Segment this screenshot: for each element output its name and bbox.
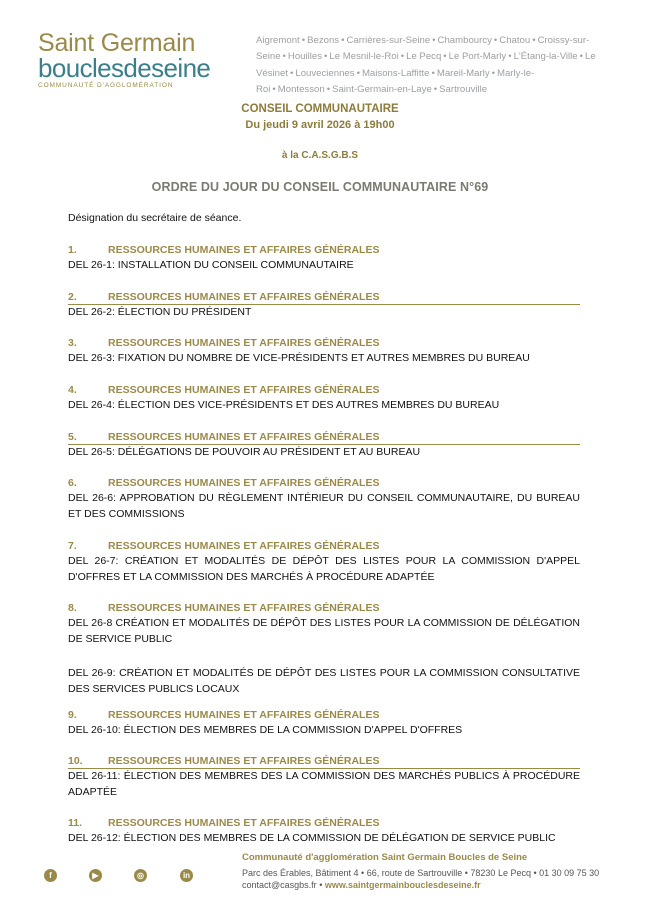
deliberation-text: DEL 26-6: APPROBATION DU RÈGLEMENT INTÉRIEUR DU CONSEIL COMMUNAUTAIRE, DU BUREAU ET DES COMMISSIONS xyxy=(68,492,580,520)
agenda-item-number: 5. xyxy=(68,431,77,443)
agenda-item xyxy=(68,290,580,321)
agenda-intro: Désignation du secrétaire de séance. xyxy=(68,212,242,224)
town-name: Montesson xyxy=(277,83,325,95)
footer-org: Communauté d'agglomération Saint Germain Boucles de Seine xyxy=(242,852,528,863)
town-name: Le Pecq xyxy=(406,51,442,63)
town-separator: • xyxy=(272,83,276,95)
footer-web-line xyxy=(242,879,622,892)
footer-separator: • xyxy=(319,880,323,890)
deliberation-text: DEL 26-3: FIXATION DU NOMBRE DE VICE-PRÉSIDENTS ET AUTRES MEMBRES DU BUREAU xyxy=(68,352,530,364)
agenda-item xyxy=(68,243,580,274)
town-separator: • xyxy=(326,83,331,95)
town-separator: • xyxy=(431,67,435,79)
agenda-item-number: 4. xyxy=(68,384,77,396)
town-name: Louveciennes xyxy=(295,67,355,79)
agenda-item-number: 2. xyxy=(68,291,77,303)
deliberation-text: DEL 26-2: ÉLECTION DU PRÉSIDENT xyxy=(68,306,252,318)
town-name: Le Mesnil-le-Roi xyxy=(329,51,399,63)
member-towns-list xyxy=(256,33,626,98)
town-name: Le Port-Marly xyxy=(448,51,507,63)
town-separator: • xyxy=(341,35,345,46)
agenda-item-number: 3. xyxy=(68,337,77,349)
town-separator: • xyxy=(290,67,294,79)
agenda-item-number: 9. xyxy=(68,709,77,721)
agenda-item-section: RESSOURCES HUMAINES ET AFFAIRES GÉNÉRALES xyxy=(108,709,380,721)
town-separator: • xyxy=(400,51,405,63)
deliberation-text: DEL 26-4: ÉLECTION DES VICE-PRÉSIDENTS ET DES AUTRES MEMBRES DU BUREAU xyxy=(68,399,500,411)
town-separator: • xyxy=(443,51,447,63)
town-name: Saint-Germain-en-Laye xyxy=(332,83,432,95)
agenda-item xyxy=(68,816,580,847)
deliberation-text: DEL 26-7: CRÉATION ET MODALITÉS DE DÉPÔT DES LISTES POUR LA COMMISSION D'APPEL D'OFFRES ET LA COMMISSION DES MARCHÉS À PROCÉDURE ADAPTÉE xyxy=(68,555,580,583)
agenda-item-heading xyxy=(68,816,580,831)
town-name: Houilles xyxy=(287,51,323,63)
footer-address: Parc des Érables, Bâtiment 4 • 66, route de Sartrouville • 78230 Le Pecq • 01 30 09 75 30 xyxy=(242,867,600,878)
town-name: Mareil-Marly xyxy=(436,67,490,79)
deliberation-text: DEL 26-5: DÉLÉGATIONS DE POUVOIR AU PRÉSIDENT ET AU BUREAU xyxy=(68,446,421,458)
instagram-icon[interactable]: ◎ xyxy=(134,869,147,882)
deliberation-text: DEL 26-8 CRÉATION ET MODALITÉS DE DÉPÔT DES LISTES POUR LA COMMISSION DE DÉLÉGATION DE SERVICE PUBLIC xyxy=(68,617,580,645)
agenda-item-section: RESSOURCES HUMAINES ET AFFAIRES GÉNÉRALES xyxy=(108,540,380,552)
agenda-item-heading xyxy=(68,430,580,445)
agenda-item-section: RESSOURCES HUMAINES ET AFFAIRES GÉNÉRALES xyxy=(108,602,380,614)
agenda-item-heading xyxy=(68,754,580,769)
town-separator: • xyxy=(579,51,584,63)
agenda-item-section: RESSOURCES HUMAINES ET AFFAIRES GÉNÉRALES xyxy=(108,431,380,443)
agenda-item xyxy=(68,383,580,414)
deliberation-text: DEL 26-11: ÉLECTION DES MEMBRES DES LA COMMISSION DES MARCHÉS PUBLICS À PROCÉDURE ADAPTÉE xyxy=(68,770,580,798)
town-name: Sartrouville xyxy=(439,83,488,95)
linkedin-icon[interactable]: in xyxy=(180,869,193,882)
agenda-item-section: RESSOURCES HUMAINES ET AFFAIRES GÉNÉRALES xyxy=(108,337,380,349)
footer-website[interactable]: www.saintgermainbouclesdeseine.fr xyxy=(324,880,481,890)
town-separator: • xyxy=(532,35,536,46)
agenda-item-section: RESSOURCES HUMAINES ET AFFAIRES GÉNÉRALES xyxy=(108,244,380,256)
town-name: Marly-le-Roi xyxy=(256,67,535,95)
town-name: Croissy-sur-Seine xyxy=(256,35,590,63)
agenda-item-number: 1. xyxy=(68,244,77,256)
deliberation-text: DEL 26-1: INSTALLATION DU CONSEIL COMMUNAUTAIRE xyxy=(68,259,354,271)
agenda-item-section: RESSOURCES HUMAINES ET AFFAIRES GÉNÉRALES xyxy=(108,755,380,767)
agenda-item-heading xyxy=(68,476,580,491)
town-separator: • xyxy=(356,67,360,79)
logo-line-2: bouclesdeseine xyxy=(38,53,211,83)
agenda-item-number: 7. xyxy=(68,540,77,552)
agenda-item-heading xyxy=(68,336,580,351)
agenda-item xyxy=(68,539,580,585)
town-name: Chatou xyxy=(499,35,531,46)
meeting-body: CONSEIL COMMUNAUTAIRE xyxy=(241,103,399,115)
town-separator: • xyxy=(282,51,286,63)
meeting-date: Du jeudi 9 avril 2026 à 19h00 xyxy=(245,119,395,131)
agenda-item-number: 11. xyxy=(68,817,83,829)
agenda-item-section: RESSOURCES HUMAINES ET AFFAIRES GÉNÉRALES xyxy=(108,291,380,303)
deliberation-text: DEL 26-12: ÉLECTION DES MEMBRES DE LA COMMISSION DE DÉLÉGATION DE SERVICE PUBLIC xyxy=(68,832,556,844)
town-name: Bezons xyxy=(307,35,340,46)
agenda-item-heading xyxy=(68,601,580,616)
youtube-icon[interactable]: ▶ xyxy=(89,869,102,882)
town-separator: • xyxy=(301,35,306,46)
town-name: Chambourcy xyxy=(437,35,492,46)
town-separator: • xyxy=(432,35,436,46)
logo xyxy=(38,30,218,89)
footer xyxy=(0,852,654,892)
agenda-item-heading xyxy=(68,539,580,554)
agenda-item xyxy=(68,476,580,522)
town-name: Maisons-Laffitte xyxy=(361,67,430,79)
town-separator: • xyxy=(324,51,328,63)
agenda-item-heading xyxy=(68,708,580,723)
agenda-item xyxy=(68,430,580,461)
town-name: Carrières-sur-Seine xyxy=(346,35,431,46)
agenda-item-number: 10. xyxy=(68,755,83,767)
agenda-item-number: 8. xyxy=(68,602,77,614)
agenda-item-section: RESSOURCES HUMAINES ET AFFAIRES GÉNÉRALES xyxy=(108,384,380,396)
town-separator: • xyxy=(508,51,512,63)
facebook-icon[interactable]: f xyxy=(44,869,57,882)
footer-contact xyxy=(242,852,622,892)
town-separator: • xyxy=(493,35,498,46)
agenda-item-section: RESSOURCES HUMAINES ET AFFAIRES GÉNÉRALES xyxy=(108,477,380,489)
town-name: Aigremont xyxy=(256,35,300,46)
agenda-item-heading xyxy=(68,290,580,305)
town-separator: • xyxy=(433,83,438,95)
logo-line-1: Saint Germain xyxy=(38,29,196,57)
agenda-item-section: RESSOURCES HUMAINES ET AFFAIRES GÉNÉRALES xyxy=(108,817,380,829)
agenda-item xyxy=(68,708,580,739)
agenda-item-heading xyxy=(68,383,580,398)
logo-line-3: COMMUNAUTÉ D'AGGLOMÉRATION xyxy=(38,82,174,89)
agenda-item xyxy=(68,754,580,800)
agenda-item-number: 6. xyxy=(68,477,77,489)
town-name: Le Vésinet xyxy=(256,51,596,79)
agenda-item-heading xyxy=(68,243,580,258)
deliberation-text: DEL 26-10: ÉLECTION DES MEMBRES DE LA COMMISSION D'APPEL D'OFFRES xyxy=(68,724,463,736)
agenda-title: ORDRE DU JOUR DU CONSEIL COMMUNAUTAIRE N°69 xyxy=(151,180,489,194)
deliberation-text: DEL 26-9: CRÉATION ET MODALITÉS DE DÉPÔT DES LISTES POUR LA COMMISSION CONSULTATIVE DES SERVICES PUBLICS LOCAUX xyxy=(68,667,580,695)
town-separator: • xyxy=(491,67,495,79)
town-name: L'Étang-la-Ville xyxy=(513,51,578,63)
agenda-item xyxy=(68,336,580,367)
agenda-item xyxy=(68,601,580,697)
meeting-place: à la C.A.S.G.B.S xyxy=(281,150,359,161)
footer-email[interactable]: contact@casgbs.fr xyxy=(242,880,317,890)
